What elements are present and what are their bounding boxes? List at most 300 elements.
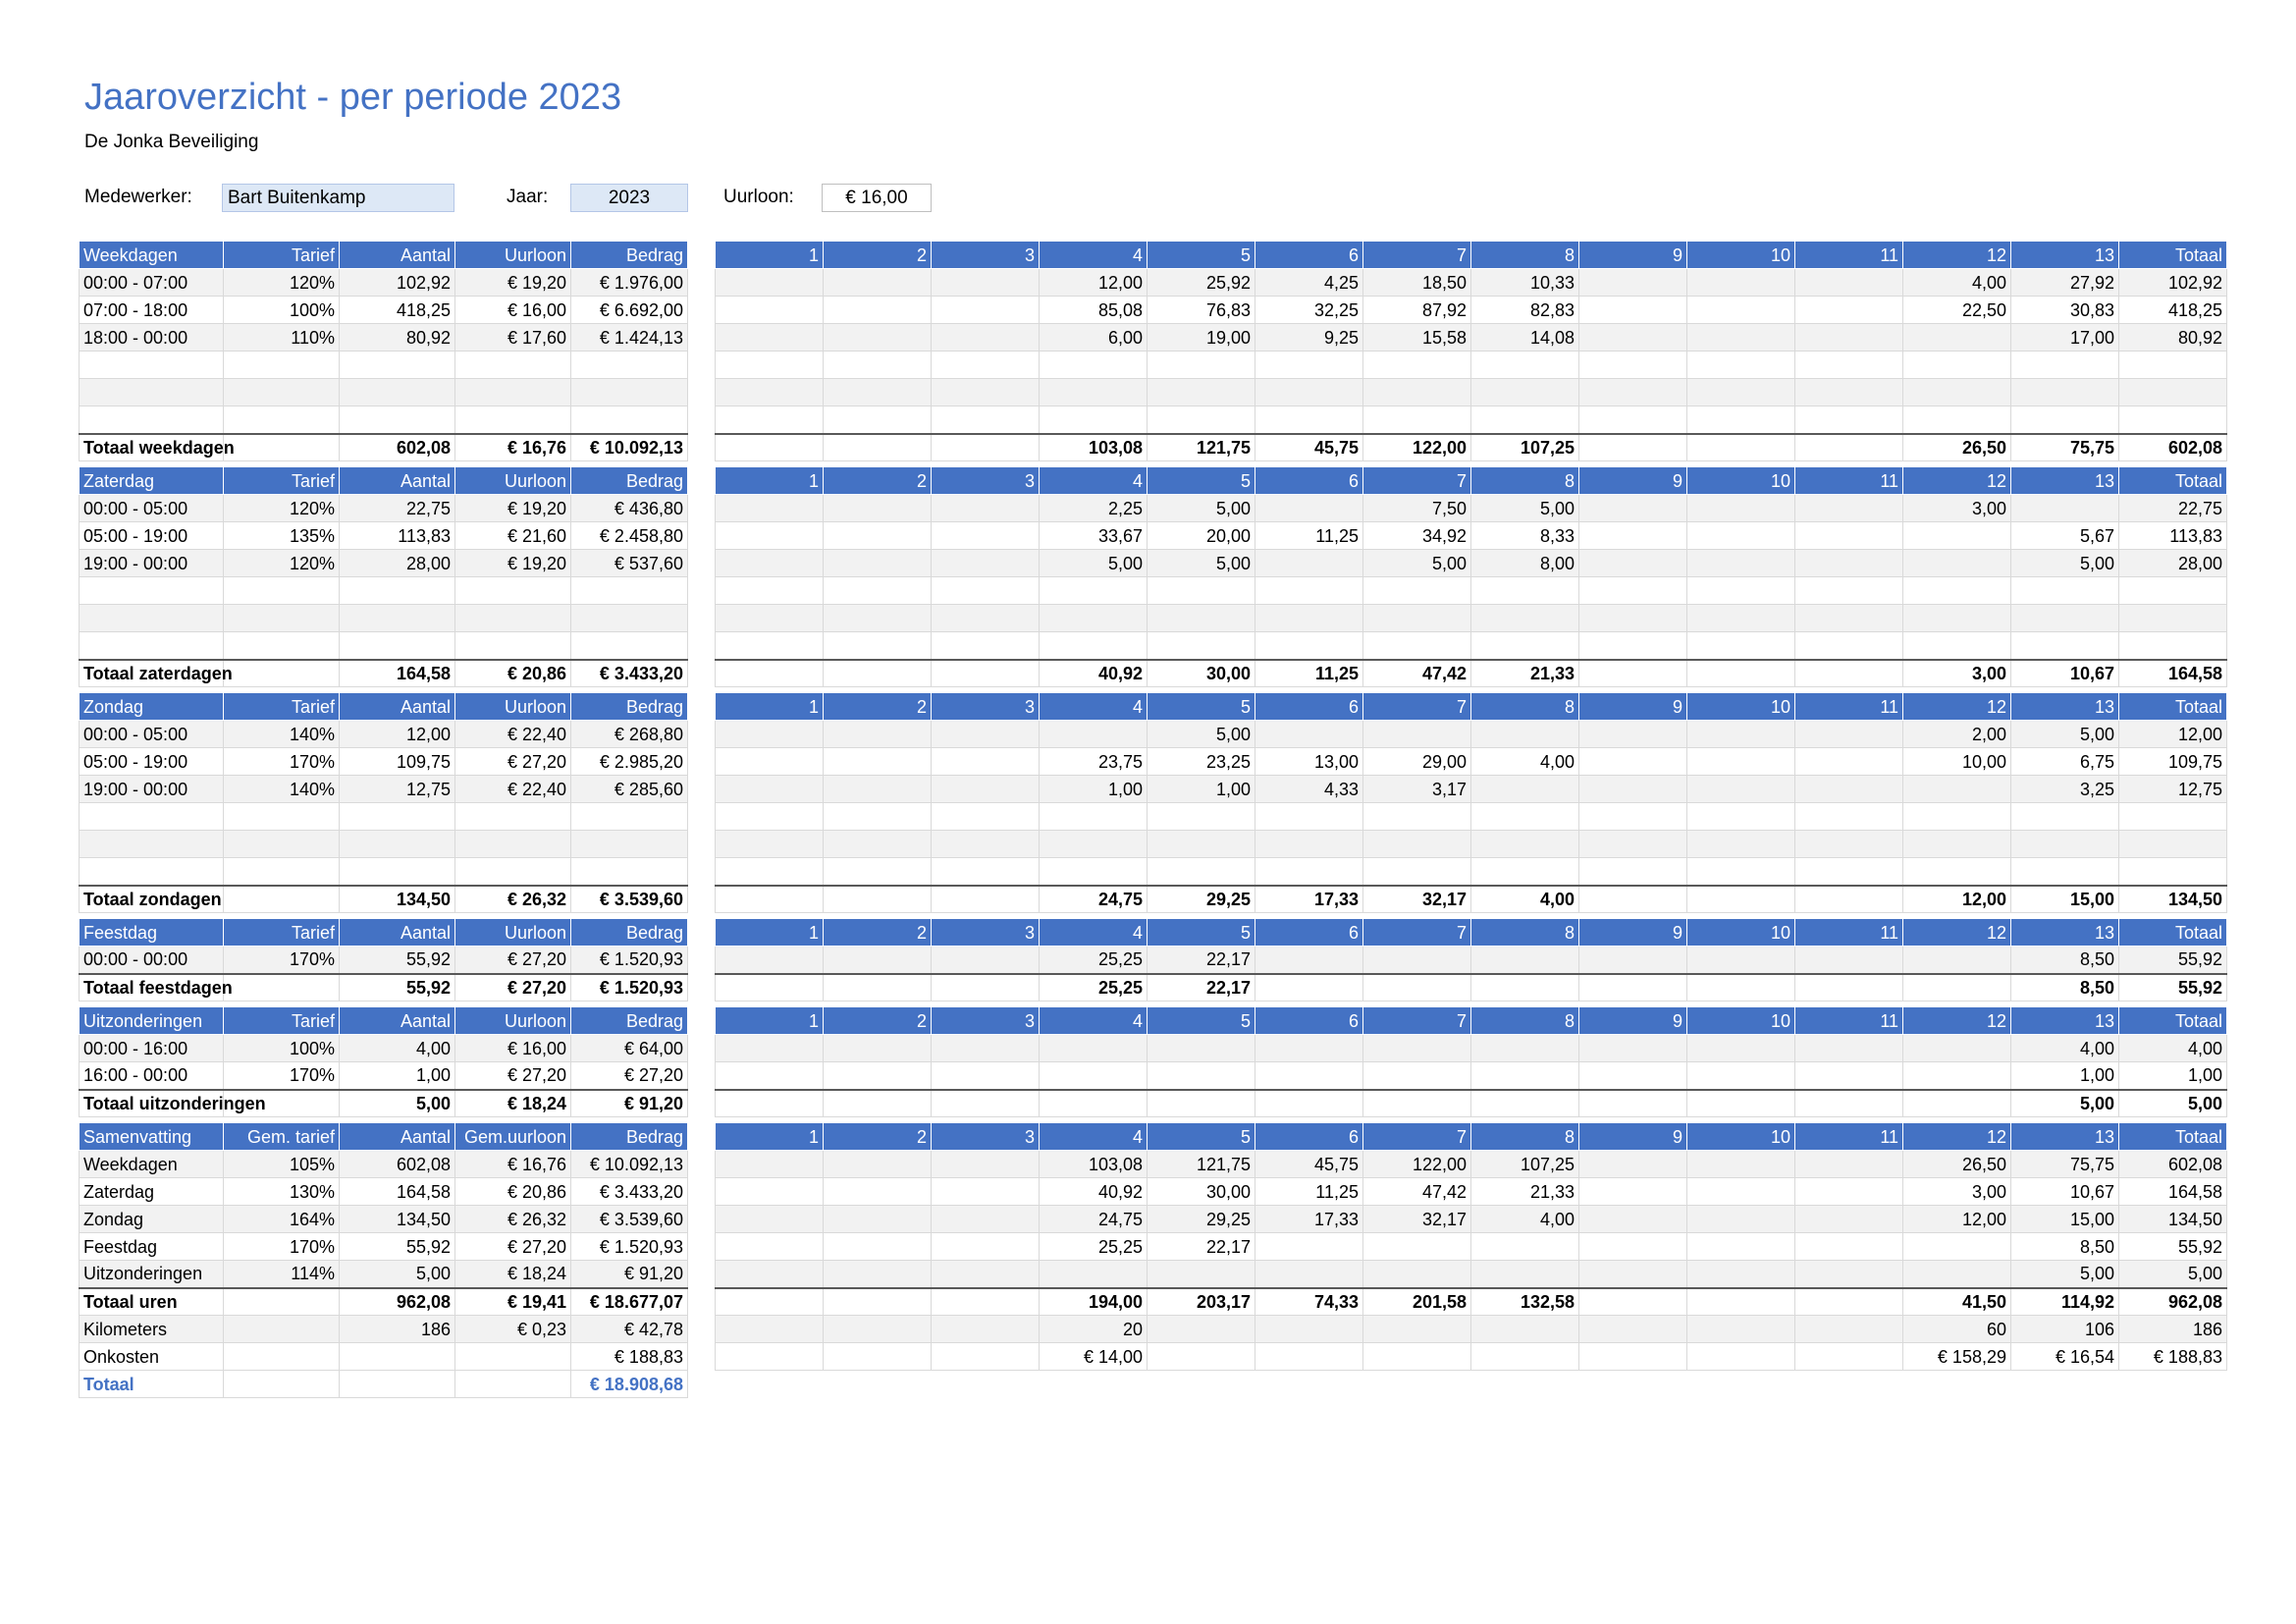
summary-row-cell: € 18,24 [455,1261,571,1288]
zaterdag-row-cell: € 436,80 [571,495,688,522]
zondag-period-row-cell [2119,831,2227,858]
zondag-period-row-cell [716,748,824,776]
summary-period-row-cell: 122,00 [1363,1151,1471,1178]
zaterdag-period-row-cell [824,605,932,632]
zondag-period-row-cell [1795,776,1903,803]
weekdagen-header-row-cell: Aantal [340,242,455,269]
zaterdag-period-row-cell [1579,605,1687,632]
zondag-period-total-row-cell [1795,886,1903,913]
zondag-period-header-row-cell: 8 [1471,693,1579,721]
zondag-period-header-row-cell: 12 [1903,693,2011,721]
zondag-period-row-cell [2119,803,2227,831]
zaterdag-period-total-row-cell: 21,33 [1471,660,1579,687]
feestdag-period-row-cell [1579,947,1687,974]
weekdagen-row-cell [571,406,688,434]
summary-total-hours-row [80,1288,688,1316]
weekdagen-row-cell: € 19,20 [455,269,571,297]
costs-period-row-cell [1795,1343,1903,1371]
weekdagen-period-row-cell [1363,406,1471,434]
zaterdag-period-row-cell [716,550,824,577]
weekdagen-period-row-cell [1579,352,1687,379]
zaterdag-period-header-row-cell: 9 [1579,467,1687,495]
zaterdag-period-row-cell [1148,632,1255,660]
summary-period-row-cell: 25,25 [1040,1233,1148,1261]
zondag-row-cell [571,803,688,831]
zaterdag-row-cell [455,577,571,605]
weekdagen-period-row-cell [824,269,932,297]
summary-period-total-hours-row-cell: 74,33 [1255,1288,1363,1316]
weekdagen-period-row-cell [1903,379,2011,406]
summary-period-row-cell [824,1206,932,1233]
weekdagen-row-cell: 18:00 - 00:00 [80,324,224,352]
weekdagen-period-row-cell: 32,25 [1255,297,1363,324]
summary-row-cell: € 20,86 [455,1178,571,1206]
grand-total-row [80,1371,688,1398]
zaterdag-period-row [716,522,2227,550]
uitzonderingen-period-row-cell [1040,1035,1148,1062]
weekdagen-period-row-cell [1579,269,1687,297]
weekdagen-period-row-cell [932,269,1040,297]
uitzonderingen-period-header-row-cell: 3 [932,1007,1040,1035]
summary-row [80,1261,688,1288]
zaterdag-period-row-cell [2011,605,2119,632]
zaterdag-header-row-cell: Tarief [224,467,340,495]
zondag-period-row-cell [1255,831,1363,858]
zaterdag-period-header-row-cell: 6 [1255,467,1363,495]
zaterdag-row-cell: 120% [224,495,340,522]
zondag-row-cell [224,831,340,858]
zondag-period-header-row-cell: 4 [1040,693,1148,721]
zaterdag-total-row-cell: € 20,86 [455,660,571,687]
weekdagen-row [80,269,688,297]
zaterdag-period-header-row-cell: 5 [1148,467,1255,495]
zondag-period-row-cell [824,858,932,886]
zaterdag-period-row-cell [1363,605,1471,632]
zaterdag-row-cell [340,632,455,660]
zondag-row-cell: 12,00 [340,721,455,748]
summary-period-row [716,1151,2227,1178]
summary-row-cell: 170% [224,1233,340,1261]
feestdag-period-header-row-cell: 5 [1148,919,1255,947]
zondag-period-total-row-cell [1687,886,1795,913]
zaterdag-period-total-row-cell: 11,25 [1255,660,1363,687]
uitzonderingen-row [80,1035,688,1062]
summary-period-total-hours-row [716,1288,2227,1316]
zondag-row-cell [571,858,688,886]
weekdagen-row-cell [340,352,455,379]
zaterdag-period-row-cell: 20,00 [1148,522,1255,550]
uitzonderingen-period-row-cell [1148,1035,1255,1062]
weekdagen-period-row-cell [932,406,1040,434]
zaterdag-period-row-cell: 33,67 [1040,522,1148,550]
zondag-period-row-cell: 23,25 [1148,748,1255,776]
zaterdag-period-row-cell: 5,00 [1471,495,1579,522]
zondag-period-total-row-cell: 12,00 [1903,886,2011,913]
zaterdag-row-cell: € 19,20 [455,550,571,577]
zondag-period-row-cell [1903,803,2011,831]
kilometers-period-row-cell: 20 [1040,1316,1148,1343]
zaterdag-row-cell: 19:00 - 00:00 [80,550,224,577]
zaterdag-period-row-cell [932,495,1040,522]
weekdagen-period-row-cell [1148,406,1255,434]
uitzonderingen-period-row-cell [824,1035,932,1062]
weekdagen-period-header-row-cell: 6 [1255,242,1363,269]
zondag-period-row-cell [1148,858,1255,886]
weekdagen-row-cell [340,379,455,406]
zaterdag-period-total-row-cell [932,660,1040,687]
zaterdag-period-row-cell: 5,00 [1148,495,1255,522]
zondag-period-row-cell [2011,803,2119,831]
summary-period-row-cell [1795,1206,1903,1233]
zaterdag-period-row-cell [824,522,932,550]
zaterdag-row-cell: 120% [224,550,340,577]
uitzonderingen-period-total-row-cell [1255,1090,1363,1117]
zaterdag-period-row [716,605,2227,632]
uitzonderingen-total-row-cell: € 18,24 [455,1090,571,1117]
zaterdag-header-row-cell: Bedrag [571,467,688,495]
zaterdag-row-cell [571,605,688,632]
weekdagen-period-row-cell: 12,00 [1040,269,1148,297]
weekdagen-row-cell [455,379,571,406]
zondag-row-cell [340,831,455,858]
zaterdag-row-cell [571,632,688,660]
zondag-period-row-cell: 12,75 [2119,776,2227,803]
zondag-header-row-cell: Tarief [224,693,340,721]
summary-row-cell: 105% [224,1151,340,1178]
uitzonderingen-period-row-cell: 4,00 [2119,1035,2227,1062]
feestdag-period-header-row-cell: 12 [1903,919,2011,947]
weekdagen-period-row-cell [932,352,1040,379]
feestdag-total-row-cell: Totaal feestdagen [80,974,224,1001]
weekdagen-row-cell: 07:00 - 18:00 [80,297,224,324]
zaterdag-period-row-cell: 5,00 [2011,550,2119,577]
kilometers-period-row-cell [932,1316,1040,1343]
weekdagen-period-header-row-cell: 4 [1040,242,1148,269]
weekdagen-period-row-cell [2119,352,2227,379]
zondag-period-row-cell [1040,721,1148,748]
weekdagen-period-row-cell [932,324,1040,352]
uitzonderingen-period-row-cell [716,1035,824,1062]
summary-period-row-cell: 24,75 [1040,1206,1148,1233]
uitzonderingen-period-row-cell: 1,00 [2011,1062,2119,1090]
zondag-row-cell [340,858,455,886]
feestdag-period-row-cell: 25,25 [1040,947,1148,974]
uitzonderingen-period-row-cell [932,1035,1040,1062]
zaterdag-period-header-row-cell: 12 [1903,467,2011,495]
feestdag-header-row-cell: Tarief [224,919,340,947]
zondag-row-cell: 00:00 - 05:00 [80,721,224,748]
zaterdag-period-total-row [716,660,2227,687]
zaterdag-period-header-row [716,467,2227,495]
uitzonderingen-period-row [716,1035,2227,1062]
wage-input[interactable]: € 16,00 [822,184,932,212]
summary-period-row-cell: 10,67 [2011,1178,2119,1206]
zondag-period-row [716,721,2227,748]
uitzonderingen-period-header-row-cell: 9 [1579,1007,1687,1035]
weekdagen-header-row-cell: Weekdagen [80,242,224,269]
year-input[interactable]: 2023 [570,184,688,212]
summary-period-row-cell: 30,00 [1148,1178,1255,1206]
summary-period-header-row-cell: 2 [824,1123,932,1151]
costs-period-row-cell [824,1343,932,1371]
uitzonderingen-period-header-row-cell: 7 [1363,1007,1471,1035]
uitzonderingen-period-header-row-cell: 4 [1040,1007,1148,1035]
zondag-period-header-row [716,693,2227,721]
weekdagen-period-row-cell [2011,406,2119,434]
zondag-period-row [716,803,2227,831]
summary-period-row-cell [1471,1233,1579,1261]
kilometers-period-row-cell: 60 [1903,1316,2011,1343]
summary-row-cell: 164% [224,1206,340,1233]
kilometers-row-cell: 186 [340,1316,455,1343]
zondag-period-total-row-cell: 4,00 [1471,886,1579,913]
zaterdag-row-cell [340,605,455,632]
weekdagen-row-cell: 418,25 [340,297,455,324]
weekdagen-period-row-cell: 4,25 [1255,269,1363,297]
weekdagen-period-row-cell [1579,406,1687,434]
costs-period-row-cell [1363,1343,1471,1371]
summary-row-cell: Zaterdag [80,1178,224,1206]
zondag-period-row-cell [716,803,824,831]
feestdag-period-total-row-cell [1471,974,1579,1001]
summary-total-hours-row-cell: Totaal uren [80,1288,224,1316]
feestdag-period-total-row-cell [1687,974,1795,1001]
uitzonderingen-period-header-row-cell: 8 [1471,1007,1579,1035]
zaterdag-row-cell: € 21,60 [455,522,571,550]
zaterdag-period-row-cell [932,605,1040,632]
summary-period-row-cell: 103,08 [1040,1151,1148,1178]
summary-period-row-cell [716,1178,824,1206]
weekdagen-row-cell [224,379,340,406]
zondag-period-row-cell [1040,858,1148,886]
uitzonderingen-period-total-row [716,1090,2227,1117]
zaterdag-period-row-cell [824,577,932,605]
weekdagen-period-total-row-cell: 45,75 [1255,434,1363,461]
zaterdag-period-total-row-cell: 47,42 [1363,660,1471,687]
weekdagen-period-row-cell [824,352,932,379]
summary-period-row-cell [1255,1233,1363,1261]
zondag-row-cell [224,803,340,831]
zaterdag-period-header-row-cell: 1 [716,467,824,495]
zondag-row-cell: 140% [224,721,340,748]
grand-total-row-cell [340,1371,455,1398]
zaterdag-period-row-cell [1040,632,1148,660]
zaterdag-period-row-cell [1795,577,1903,605]
zondag-period-row-cell [716,858,824,886]
zaterdag-period-total-row-cell: 10,67 [2011,660,2119,687]
uitzonderingen-period-total-row-cell: 5,00 [2011,1090,2119,1117]
zondag-period-row-cell [1795,748,1903,776]
uitzonderingen-period-total-row-cell [1903,1090,2011,1117]
zaterdag-period-row-cell [1687,605,1795,632]
employee-input[interactable]: Bart Buitenkamp [222,184,454,212]
zondag-period-row-cell [932,748,1040,776]
summary-period-row-cell: 134,50 [2119,1206,2227,1233]
weekdagen-period-row-cell [2119,406,2227,434]
zaterdag-period-row-cell [1471,632,1579,660]
zondag-period-row-cell [1363,858,1471,886]
zaterdag-period-total-row-cell [1795,660,1903,687]
costs-period-row-cell: € 158,29 [1903,1343,2011,1371]
summary-period-total-hours-row-cell [932,1288,1040,1316]
weekdagen-period-header-row-cell: 10 [1687,242,1795,269]
weekdagen-row-cell: € 6.692,00 [571,297,688,324]
weekdagen-period-row-cell [1687,379,1795,406]
zondag-period-row-cell: 29,00 [1363,748,1471,776]
feestdag-period-row-cell: 22,17 [1148,947,1255,974]
uitzonderingen-period-row-cell [1795,1035,1903,1062]
zaterdag-period-row-cell [1795,495,1903,522]
zaterdag-period-row-cell [1255,605,1363,632]
uitzonderingen-period-header-row-cell: 1 [716,1007,824,1035]
summary-period-row-cell [1687,1151,1795,1178]
summary-row-cell: € 10.092,13 [571,1151,688,1178]
weekdagen-period-total-row-cell [1795,434,1903,461]
zaterdag-row-cell: 28,00 [340,550,455,577]
zaterdag-period-row-cell [1687,495,1795,522]
zondag-period-row-cell: 1,00 [1040,776,1148,803]
zaterdag-period-row-cell [2119,605,2227,632]
kilometers-row-cell [224,1316,340,1343]
summary-period-row-cell [1579,1261,1687,1288]
weekdagen-period-row [716,324,2227,352]
zondag-period-total-row-cell: 17,33 [1255,886,1363,913]
zondag-period-row [716,776,2227,803]
zondag-total-row-cell: € 26,32 [455,886,571,913]
uitzonderingen-row-cell: € 16,00 [455,1035,571,1062]
kilometers-row [80,1316,688,1343]
summary-period-header-row-cell: 4 [1040,1123,1148,1151]
zondag-period-row-cell: 1,00 [1148,776,1255,803]
feestdag-header-row-cell: Uurloon [455,919,571,947]
weekdagen-period-row-cell [1687,269,1795,297]
zondag-period-row-cell [1687,748,1795,776]
zondag-period-row-cell [824,721,932,748]
zaterdag-period-total-row-cell [716,660,824,687]
zaterdag-period-row-cell [2119,632,2227,660]
zaterdag-total-row-cell [224,660,340,687]
uitzonderingen-row [80,1062,688,1090]
zaterdag-period-row [716,550,2227,577]
summary-period-row-cell [1687,1206,1795,1233]
kilometers-period-row-cell [1579,1316,1687,1343]
weekdagen-row-cell: 110% [224,324,340,352]
zondag-period-total-row-cell [716,886,824,913]
summary-period-row-cell [824,1233,932,1261]
zondag-period-total-row [716,886,2227,913]
zondag-period-row-cell [932,803,1040,831]
zaterdag-period-row-cell [2011,495,2119,522]
zondag-period-header-row-cell: 10 [1687,693,1795,721]
feestdag-period-total-row-cell [932,974,1040,1001]
zaterdag-period-row-cell [2011,632,2119,660]
weekdagen-row-cell: 102,92 [340,269,455,297]
weekdagen-period-row-cell: 9,25 [1255,324,1363,352]
summary-header-row [80,1123,688,1151]
feestdag-period-header-row-cell: 10 [1687,919,1795,947]
zaterdag-row-cell: € 19,20 [455,495,571,522]
uitzonderingen-period-total-row-cell [824,1090,932,1117]
zondag-row-cell: 05:00 - 19:00 [80,748,224,776]
uitzonderingen-period-total-row-cell [932,1090,1040,1117]
weekdagen-period-row-cell [1687,352,1795,379]
zaterdag-period-row-cell [1903,632,2011,660]
zondag-period-row-cell [1687,776,1795,803]
costs-period-row-cell: € 188,83 [2119,1343,2227,1371]
summary-header-row-cell: Samenvatting [80,1123,224,1151]
weekdagen-total-row-cell: € 16,76 [455,434,571,461]
zondag-period-row [716,748,2227,776]
summary-period-row-cell: 164,58 [2119,1178,2227,1206]
uitzonderingen-period-row [716,1062,2227,1090]
feestdag-total-row [80,974,688,1001]
weekdagen-period-row-cell: 10,33 [1471,269,1579,297]
feestdag-period-header-row [716,919,2227,947]
zaterdag-period-row-cell [1471,577,1579,605]
weekdagen-period-row-cell [1903,406,2011,434]
weekdagen-period-total-row-cell: 107,25 [1471,434,1579,461]
feestdag-total-row-cell: € 27,20 [455,974,571,1001]
weekdagen-row-cell [455,352,571,379]
feestdag-period-header-row-cell: 6 [1255,919,1363,947]
zondag-period-row [716,858,2227,886]
zaterdag-period-row-cell [1795,522,1903,550]
zondag-row-cell: 170% [224,748,340,776]
weekdagen-row-cell: € 1.976,00 [571,269,688,297]
zaterdag-row-cell [224,632,340,660]
zondag-period-row-cell [932,831,1040,858]
summary-period-row-cell [1579,1233,1687,1261]
weekdagen-period-row-cell [1471,379,1579,406]
summary-row-cell: € 3.433,20 [571,1178,688,1206]
zaterdag-period-row-cell [824,495,932,522]
zaterdag-header-row [80,467,688,495]
zondag-row-cell [455,858,571,886]
weekdagen-period-row [716,297,2227,324]
zondag-row-cell: € 27,20 [455,748,571,776]
zondag-period-row-cell [2011,858,2119,886]
zaterdag-period-row-cell: 22,75 [2119,495,2227,522]
weekdagen-period-row-cell [1687,406,1795,434]
uitzonderingen-period-header-row-cell: 2 [824,1007,932,1035]
zaterdag-period-header-row-cell: 4 [1040,467,1148,495]
feestdag-header-row [80,919,688,947]
year-label: Jaar: [507,187,549,207]
weekdagen-row-cell [224,352,340,379]
feestdag-period-row-cell [1687,947,1795,974]
zaterdag-row-cell [80,605,224,632]
summary-period-row-cell [1795,1261,1903,1288]
zondag-period-row-cell: 5,00 [1148,721,1255,748]
weekdagen-period-row-cell [1795,406,1903,434]
summary-row [80,1178,688,1206]
weekdagen-period-row-cell [2011,352,2119,379]
summary-period-row-cell [824,1151,932,1178]
feestdag-period-total-row-cell [1579,974,1687,1001]
feestdag-period-header-row-cell: 11 [1795,919,1903,947]
zaterdag-period-total-row-cell: 40,92 [1040,660,1148,687]
uitzonderingen-total-row-cell: 5,00 [340,1090,455,1117]
summary-period-total-hours-row-cell: 194,00 [1040,1288,1148,1316]
summary-period-total-hours-row-cell [1795,1288,1903,1316]
weekdagen-period-total-row-cell [1579,434,1687,461]
weekdagen-total-row-cell [224,434,340,461]
weekdagen-period-row-cell [1471,352,1579,379]
zondag-period-row-cell: 4,33 [1255,776,1363,803]
feestdag-period-header-row-cell: 8 [1471,919,1579,947]
zondag-period-row-cell [1903,831,2011,858]
uitzonderingen-header-row-cell: Tarief [224,1007,340,1035]
